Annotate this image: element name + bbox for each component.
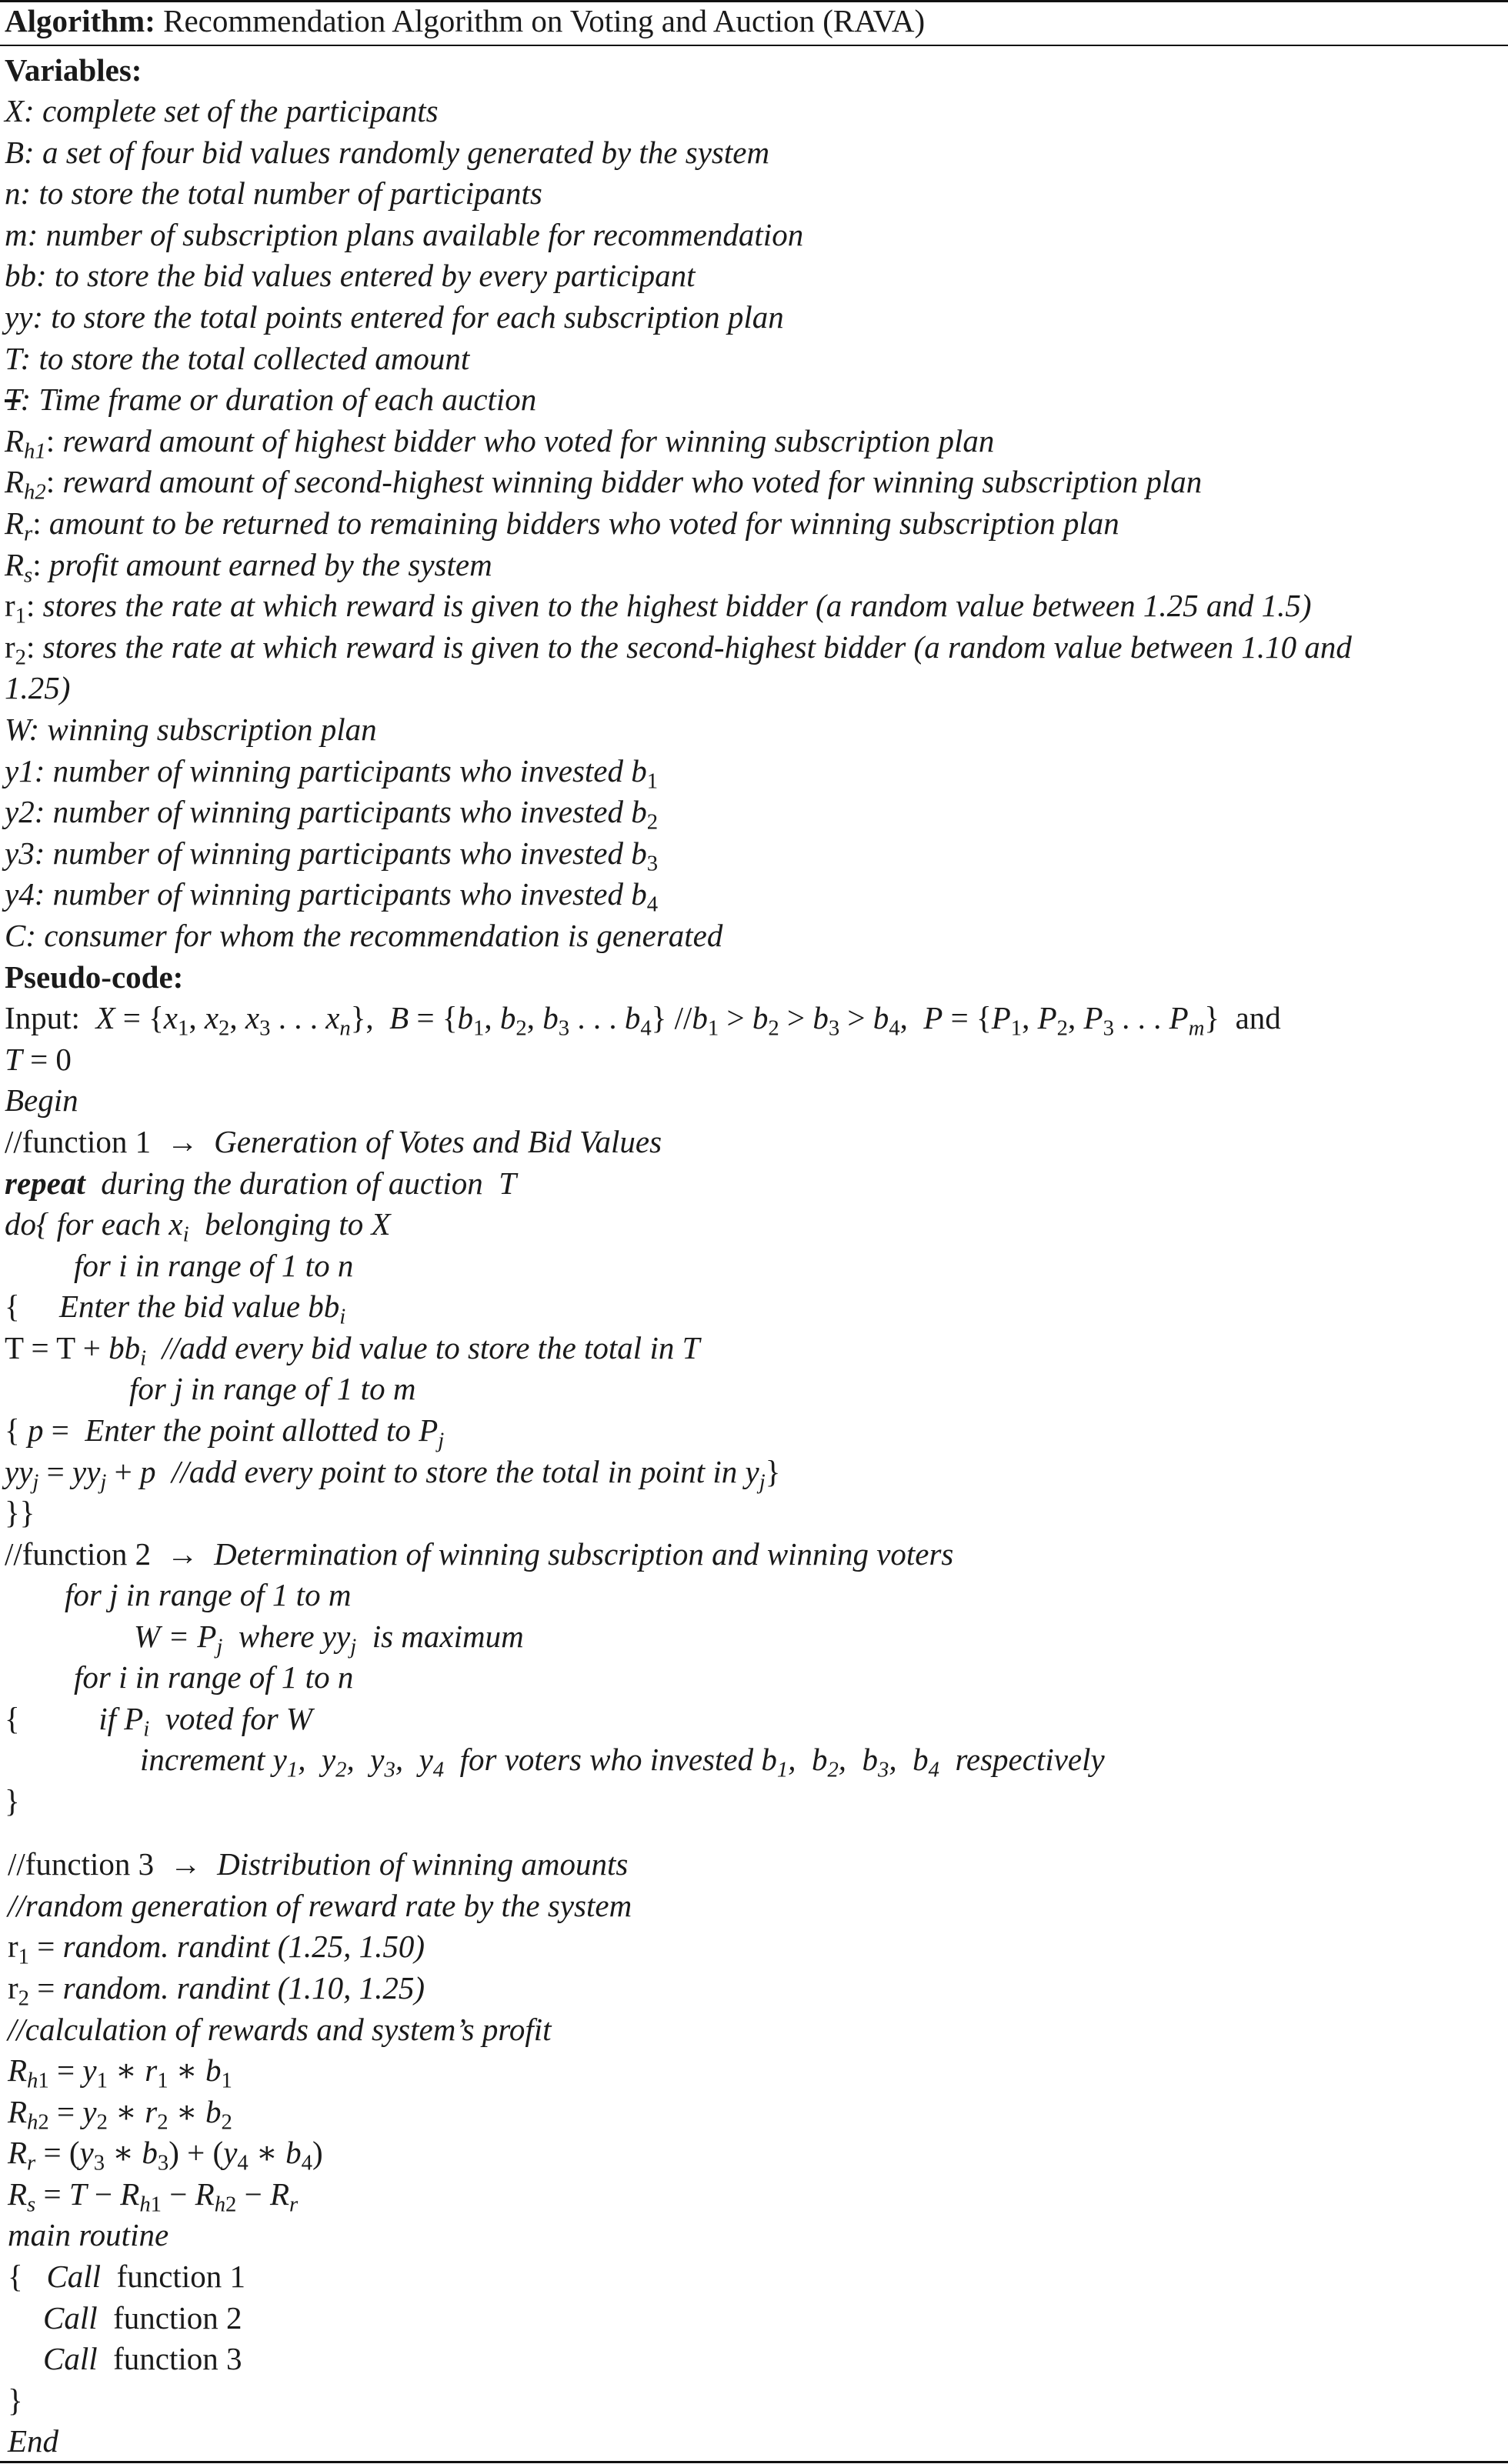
var-w: W: winning subscription plan (5, 712, 377, 747)
algorithm-title (5, 2, 925, 40)
close-braces: }} (5, 1495, 35, 1530)
begin-keyword: Begin (5, 1082, 78, 1118)
input-line: Input: $X = \{x_1$, $x_2$, $x_3$ . . . $x_n$}, $B = \{b_1$, $b_2$, $b_3$ . . . $b_4$} $//b_1 > b_2 > b_3 > b_4$, $P = \{P_1$, $P_2$, $P_3$ . . . $P_m$} and (5, 1000, 1281, 1041)
call-function-2: Call function 2 (43, 2300, 242, 2336)
variables-heading: Variables: (5, 52, 142, 88)
increment-line: increment $y_1$, $y_2$, $y_3$, $y_4$ for voters who invested $b_1$, $b_2$, $b_3$, $b_4$ respectively (140, 1742, 1105, 1782)
var-y4: y4: number of winning participants who invested $b_4$ (5, 876, 659, 917)
f2-for-i-line: for i in range of 1 to n (74, 1659, 354, 1695)
rs-formula: $R_s = T - R_{h1} - R_{h2} - R_r$ (8, 2176, 299, 2217)
var-y3: y3: number of winning participants who invested $b_3$ (5, 835, 659, 876)
var-x: X: complete set of the participants (5, 93, 439, 128)
enter-bid-line: { Enter the bid value $bb_i$ (5, 1289, 346, 1329)
r2-assign: $r_2$ = random. randint (1.10, 1.25) (8, 1970, 425, 2011)
main-routine: main routine (8, 2217, 169, 2252)
calc-comment: //calculation of rewards and system’s profit (8, 2012, 552, 2047)
random-comment: //random generation of reward rate by the system (8, 1888, 632, 1923)
repeat-line: repeat during the duration of auction T (5, 1165, 517, 1201)
var-t: T: to store the total collected amount (5, 341, 470, 376)
if-voted-line: { if $P_i$ voted for W (5, 1701, 313, 1742)
var-r2: $r_2$: stores the rate at which reward is given to the second-highest bidder (a random value between 1.10 and (5, 629, 1352, 670)
var-y2: y2: number of winning participants who invested $b_2$ (5, 794, 659, 835)
var-rh2: $R_{h2}$: reward amount of second-highest winning bidder who voted for winning subscription plan (5, 464, 1203, 505)
var-bb: bb: to store the bid values entered by every participant (5, 258, 696, 293)
var-yy: yy: to store the total points entered for each subscription plan (5, 299, 784, 335)
w-assign-line: $W = P_j$ where $yy_j$ is maximum (134, 1619, 524, 1659)
var-rr: $R_r$: amount to be returned to remaining bidders who voted for winning subscription plan (5, 505, 1119, 546)
enter-point-line: { p = Enter the point allotted to $P_j$ (5, 1412, 445, 1453)
close-brace-main: } (8, 2382, 23, 2418)
rh1-formula: $R_{h1} = y_1$ ∗ $r_1$ ∗ $b_1$ (8, 2052, 232, 2093)
function-3-comment: //function 3 → Distribution of winning amounts (8, 1846, 629, 1882)
rh2-formula: $R_{h2} = y_2$ ∗ $r_2$ ∗ $b_2$ (8, 2094, 232, 2135)
function-1-comment: //function 1 → Generation of Votes and Bid Values (5, 1124, 662, 1159)
var-rs: $R_s$: profit amount earned by the system (5, 547, 492, 588)
total-line: $T = T + bb_i$ //add every bid value to store the total in T (5, 1330, 700, 1371)
var-t-frame: T: Time frame or duration of each auction (5, 382, 537, 417)
input-line-cont: T = 0 (5, 1042, 72, 1077)
rr-formula: $R_r = (y_3$ ∗ $b_3) + (y_4$ ∗ $b_4$) (8, 2135, 323, 2176)
var-n: n: to store the total number of participants (5, 175, 542, 211)
var-r1: $r_1$: stores the rate at which reward is given to the highest bidder (a random value between 1.25 and 1.5) (5, 588, 1312, 629)
for-j-line: for j in range of 1 to m (129, 1371, 416, 1406)
pseudo-heading: Pseudo-code: (5, 959, 184, 995)
var-rh1: $R_{h1}$: reward amount of highest bidder who voted for winning subscription plan (5, 423, 995, 464)
bottom-rule (0, 2461, 1508, 2463)
var-r2-cont: 1.25) (5, 670, 71, 705)
var-c: C: consumer for whom the recommendation is generated (5, 918, 723, 953)
var-m: m: number of subscription plans available for recommendation (5, 217, 804, 252)
var-b: B: a set of four bid values randomly generated by the system (5, 135, 770, 170)
do-line: do{ for each $x_i$ belonging to X (5, 1206, 391, 1247)
f2-for-j-line: for j in range of 1 to m (65, 1577, 352, 1612)
header-rule (0, 45, 1508, 46)
function-2-comment: //function 2 → Determination of winning subscription and winning voters (5, 1536, 954, 1572)
algorithm-name: Recommendation Algorithm on Voting and Auction (RAVA) (163, 3, 926, 38)
end-keyword: End (8, 2423, 59, 2459)
for-i-line: for i in range of 1 to n (74, 1248, 354, 1283)
yy-line: $yy_j = yy_j + p$ //add every point to store the total in point in $y_j$} (5, 1454, 781, 1495)
close-brace-f2: } (5, 1783, 20, 1819)
call-function-1: { Call function 1 (8, 2259, 245, 2294)
call-function-3: Call function 3 (43, 2341, 242, 2376)
algorithm-label: Algorithm: (5, 3, 155, 38)
var-y1: y1: number of winning participants who invested $b_1$ (5, 753, 659, 794)
r1-assign: $r_1$ = random. randint (1.25, 1.50) (8, 1929, 425, 1969)
